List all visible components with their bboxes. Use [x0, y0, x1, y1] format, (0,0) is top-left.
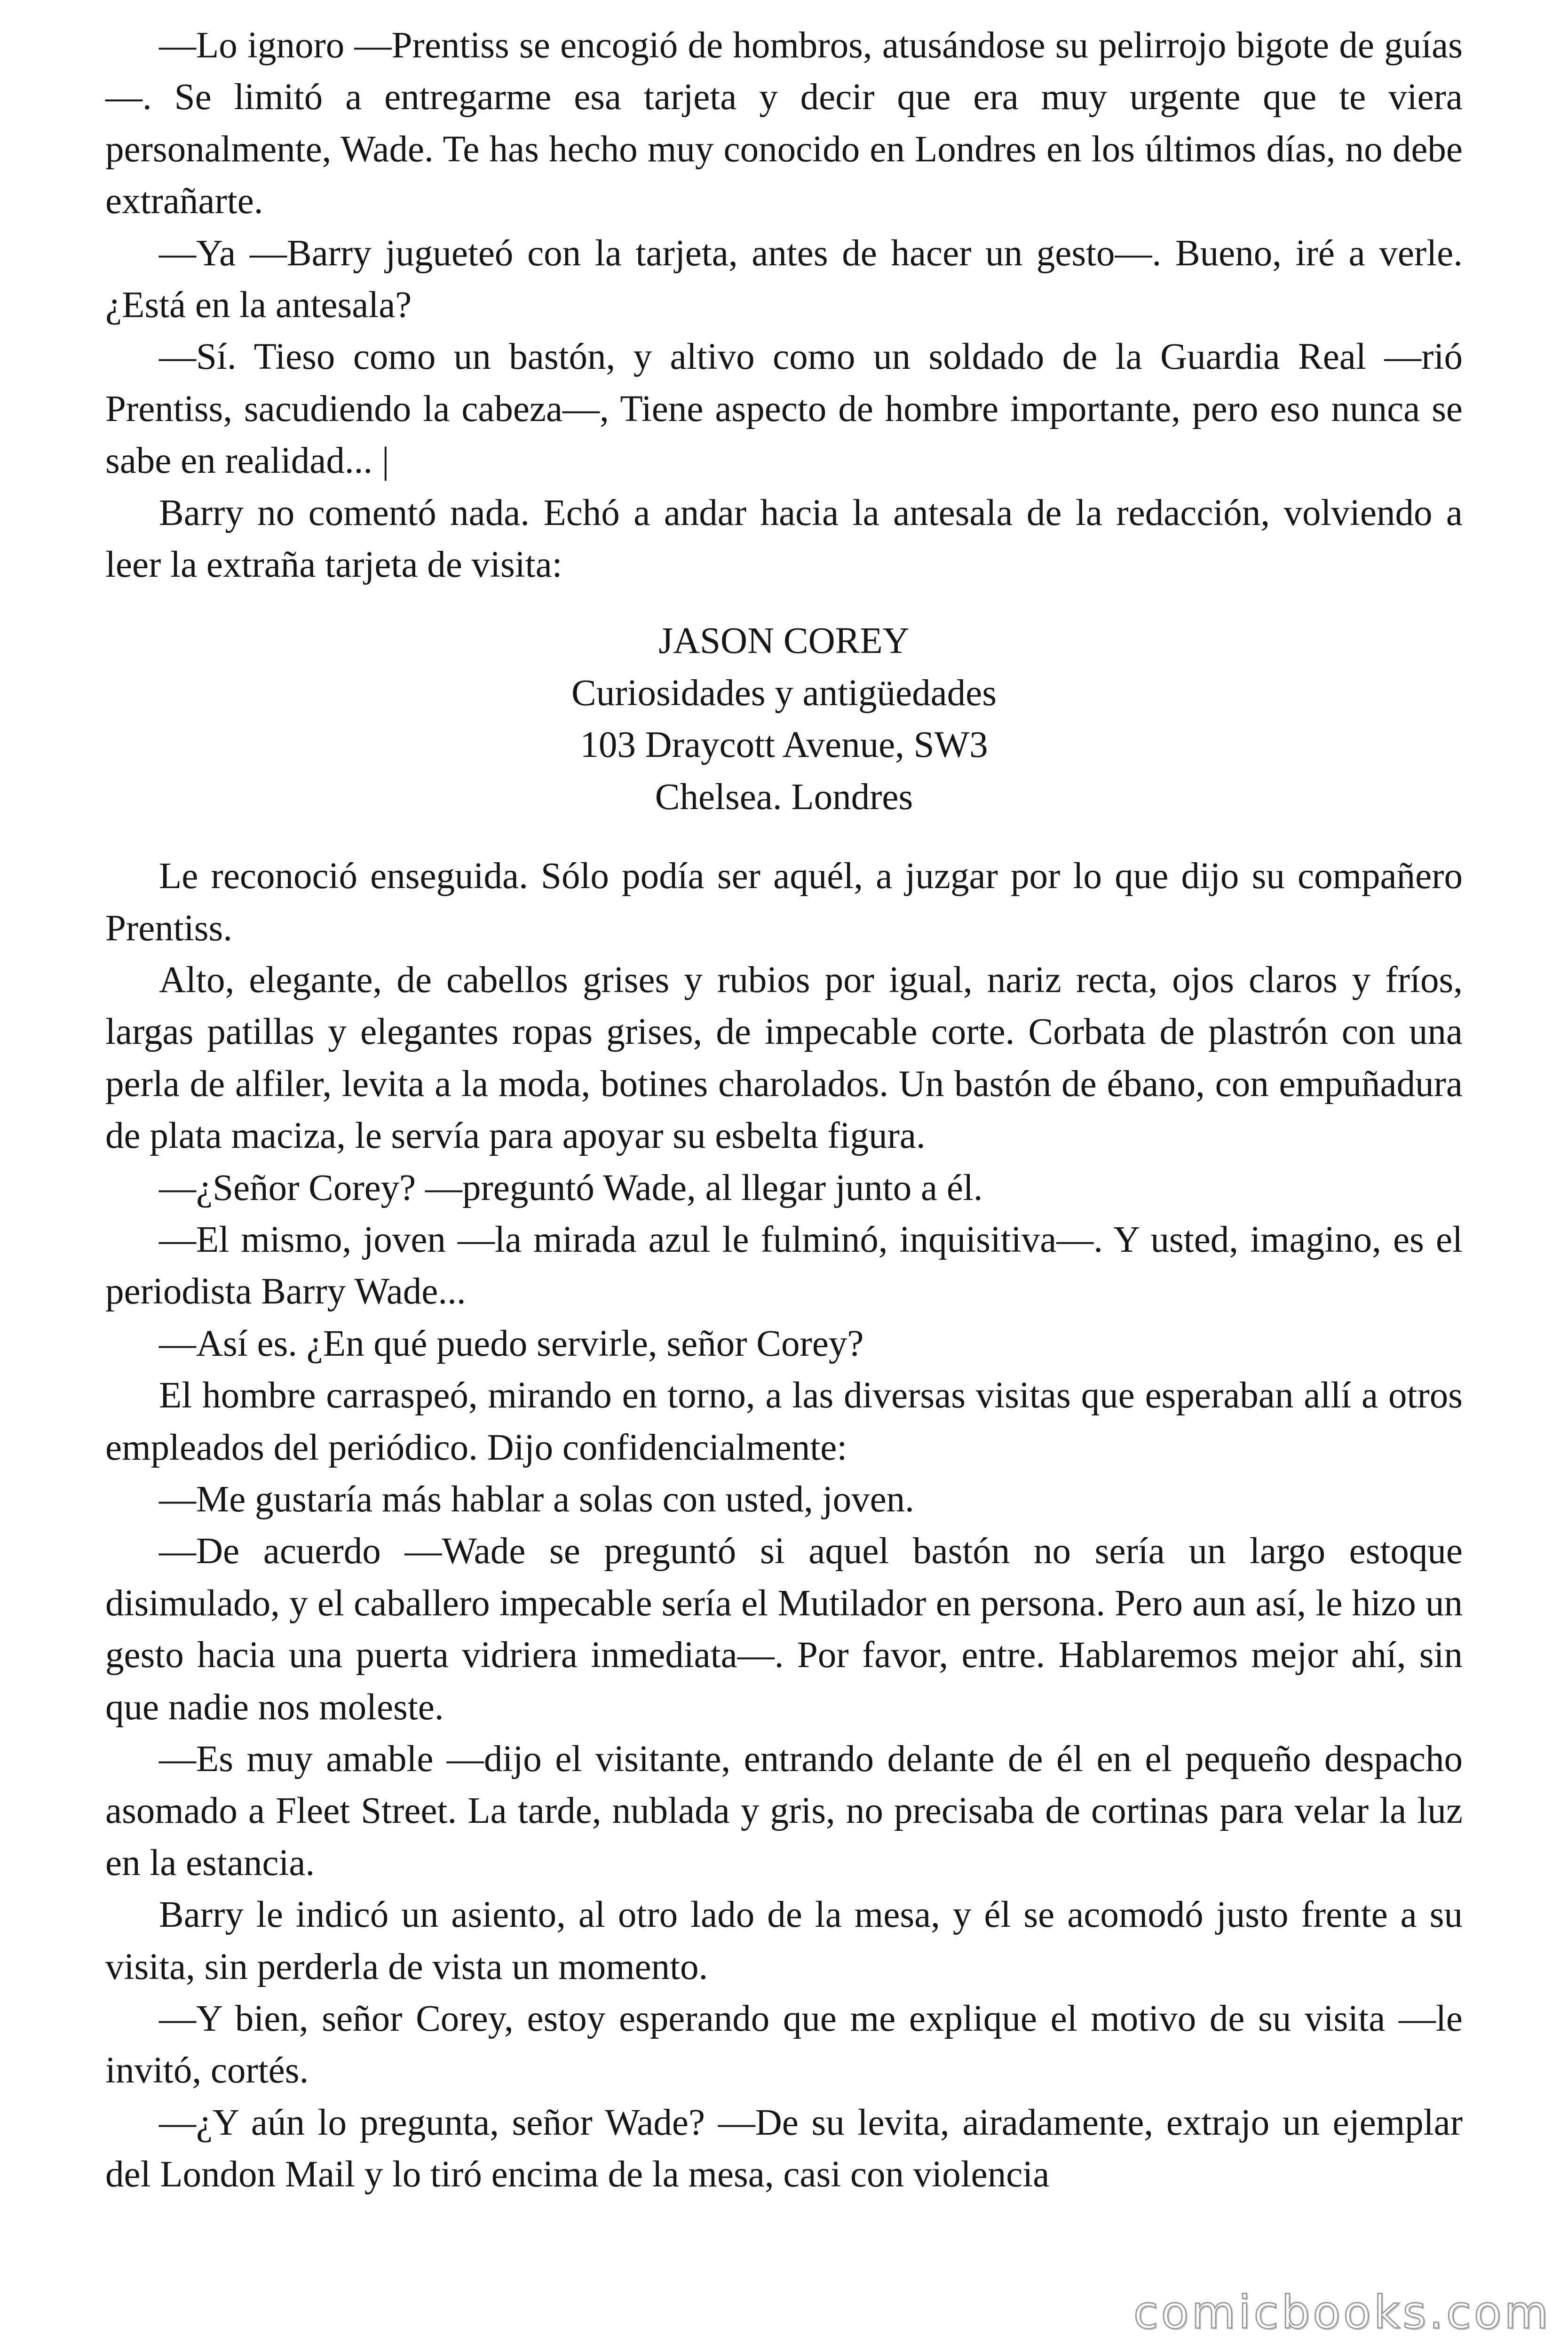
- paragraph: —Es muy amable —dijo el visitante, entrando delante de él en el pequeño despacho asomado a Fleet Street. La tarde, nublada y gris, no precisaba de cortinas para velar la luz en la estancia.: [105, 1739, 1463, 1883]
- card-address: 103 Draycott Avenue, SW3: [580, 724, 988, 766]
- business-card-text: [105, 615, 1463, 823]
- paragraph: —Y bien, señor Corey, estoy esperando que me explique el motivo de su visita —le invitó, cortés.: [105, 1998, 1463, 2091]
- paragraph: —¿Señor Corey? —preguntó Wade, al llegar junto a él.: [159, 1167, 983, 1208]
- watermark: comicbooks.com: [1133, 2286, 1551, 2339]
- paragraph: Barry no comentó nada. Echó a andar hacia la antesala de la redacción, volviendo a leer la extraña tarjeta de visita:: [105, 492, 1463, 586]
- paragraph: —Me gustaría más hablar a solas con usted, joven.: [159, 1478, 914, 1520]
- paragraph: —Lo ignoro —Prentiss se encogió de hombros, atusándose su pelirrojo bigote de guías—. Se limitó a entregarme esa tarjeta y decir que era muy urgente que te viera personalmente, Wade. Te has hecho muy conocido en Londres en los últimos días, no debe extrañarte.: [105, 25, 1463, 222]
- card-name: JASON COREY: [658, 620, 910, 662]
- paragraph: —Ya —Barry jugueteó con la tarjeta, antes de hacer un gesto—. Bueno, iré a verle. ¿Está en la antesala?: [105, 232, 1463, 326]
- card-city: Chelsea. Londres: [655, 776, 913, 818]
- paragraph: —El mismo, joven —la mirada azul le fulminó, inquisitiva—. Y usted, imagino, es el periodista Barry Wade...: [105, 1219, 1463, 1312]
- paragraph: —¿Y aún lo pregunta, señor Wade? —De su levita, airadamente, extrajo un ejemplar del London Mail y lo tiró encima de la mesa, casi con violencia: [105, 2102, 1463, 2195]
- paragraph: Le reconoció enseguida. Sólo podía ser aquél, a juzgar por lo que dijo su compañero Prentiss.: [105, 856, 1463, 949]
- paragraph: —De acuerdo —Wade se preguntó si aquel bastón no sería un largo estoque disimulado, y el caballero impecable sería el Mutilador en persona. Pero aun así, le hizo un gesto hacia una puerta vidriera inmediata—. Por favor, entre. Hablaremos mejor ahí, sin que nadie nos moleste.: [105, 1531, 1463, 1728]
- paragraph: Alto, elegante, de cabellos grises y rubios por igual, nariz recta, ojos claros y fríos, largas patillas y elegantes ropas grises, de impecable corte. Corbata de plastrón con una perla de alfiler, levita a la moda, botines charolados. Un bastón de ébano, con empuñadura de plata maciza, le servía para apoyar su esbelta figura.: [105, 959, 1463, 1157]
- paragraph: Barry le indicó un asiento, al otro lado de la mesa, y él se acomodó justo frente a su visita, sin perderla de vista un momento.: [105, 1894, 1463, 1987]
- paragraph: El hombre carraspeó, mirando en torno, a las diversas visitas que esperaban allí a otros empleados del periódico. Dijo confidencialmente:: [105, 1375, 1463, 1468]
- page-text: [105, 20, 1463, 2201]
- paragraph: —Sí. Tieso como un bastón, y altivo como un soldado de la Guardia Real —rió Prentiss, sacudiendo la cabeza—, Tiene aspecto de hombre importante, pero eso nunca se sabe en realidad... |: [105, 336, 1463, 482]
- card-business: Curiosidades y antigüedades: [571, 672, 997, 714]
- paragraph: —Así es. ¿En qué puedo servirle, señor Corey?: [159, 1323, 864, 1364]
